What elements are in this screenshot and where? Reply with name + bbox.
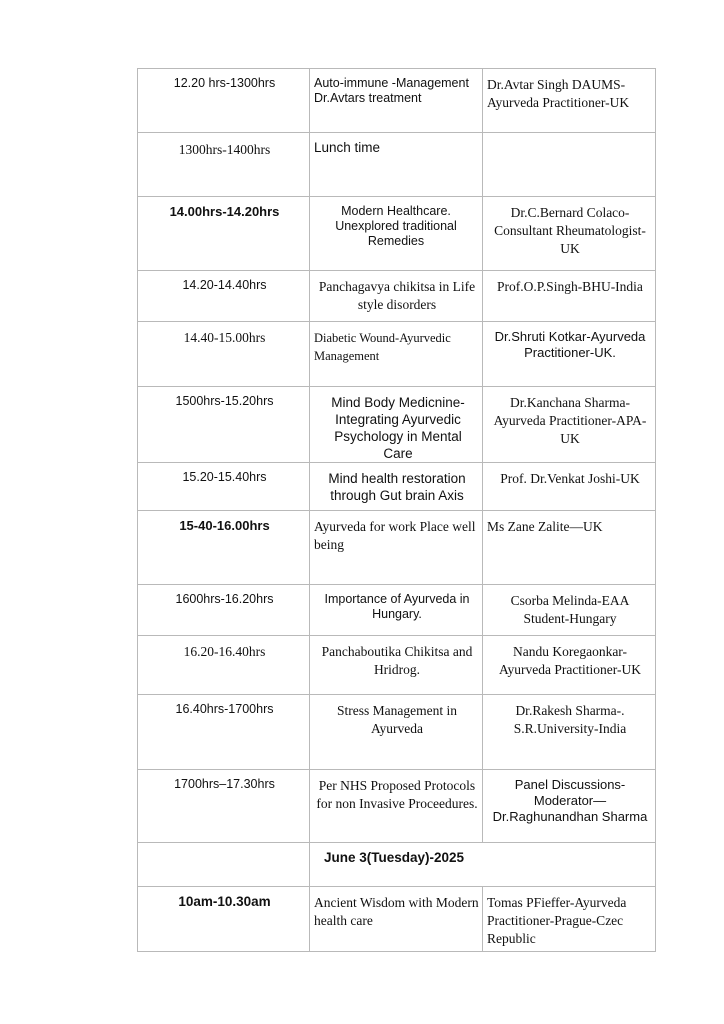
speaker-cell: Tomas PFieffer-Ayurveda Practitioner-Prague-Czec Republic [483, 887, 656, 952]
topic-cell: Lunch time [310, 133, 483, 197]
topic-cell: Mind health restoration through Gut brain Axis [310, 463, 483, 511]
speaker-cell: Prof.O.P.Singh-BHU-India [483, 271, 656, 322]
table-row [138, 887, 656, 952]
speaker-cell: Dr.Rakesh Sharma-. S.R.University-India [483, 695, 656, 770]
empty-cell [138, 843, 310, 887]
speaker-cell: Prof. Dr.Venkat Joshi-UK [483, 463, 656, 511]
speaker-cell: Csorba Melinda-EAA Student-Hungary [483, 585, 656, 636]
speaker-cell: Dr.Kanchana Sharma-Ayurveda Practitioner-APA-UK [483, 387, 656, 463]
topic-cell: Stress Management in Ayurveda [310, 695, 483, 770]
time-cell: 1300hrs-1400hrs [138, 133, 310, 197]
speaker-cell: Dr.C.Bernard Colaco-Consultant Rheumatologist-UK [483, 197, 656, 271]
time-cell: 15-40-16.00hrs [138, 511, 310, 585]
topic-text: Auto-immune -Management Dr.Avtars treatment [314, 76, 469, 105]
time-cell: 14.00hrs-14.20hrs [138, 197, 310, 271]
time-cell: 1600hrs-16.20hrs [138, 585, 310, 636]
table-row [138, 197, 656, 271]
topic-cell: Importance of Ayurveda in Hungary. [310, 585, 483, 636]
table-row [138, 585, 656, 636]
topic-cell [310, 69, 483, 133]
time-cell: 1500hrs-15.20hrs [138, 387, 310, 463]
table-row [138, 511, 656, 585]
table-row [138, 271, 656, 322]
topic-cell: Ayurveda for work Place well being [310, 511, 483, 585]
topic-cell: Modern Healthcare. Unexplored traditional Remedies [310, 197, 483, 271]
time-cell: 14.40-15.00hrs [138, 322, 310, 387]
day-heading-row [138, 843, 656, 887]
speaker-cell: Ms Zane Zalite—UK [483, 511, 656, 585]
time-cell: 14.20-14.40hrs [138, 271, 310, 322]
table-row [138, 69, 656, 133]
topic-cell: Panchagavya chikitsa in Life style disorders [310, 271, 483, 322]
topic-cell: Panchaboutika Chikitsa and Hridrog. [310, 636, 483, 695]
time-cell: 15.20-15.40hrs [138, 463, 310, 511]
schedule-table [137, 68, 656, 952]
table-row [138, 133, 656, 197]
speaker-cell: Dr.Avtar Singh DAUMS-Ayurveda Practitioner-UK [483, 69, 656, 133]
time-cell: 1700hrs–17.30hrs [138, 770, 310, 843]
time-cell: 16.40hrs-1700hrs [138, 695, 310, 770]
time-cell: 16.20-16.40hrs [138, 636, 310, 695]
speaker-cell [483, 133, 656, 197]
day-heading: June 3(Tuesday)-2025 [310, 843, 656, 887]
topic-cell: Ancient Wisdom with Modern health care [310, 887, 483, 952]
topic-cell: Per NHS Proposed Protocols for non Invasive Proceedures. [310, 770, 483, 843]
table-row [138, 636, 656, 695]
table-row [138, 695, 656, 770]
speaker-cell: Panel Discussions-Moderator—Dr.Raghunandhan Sharma [483, 770, 656, 843]
speaker-cell: Nandu Koregaonkar-Ayurveda Practitioner-UK [483, 636, 656, 695]
table-row [138, 770, 656, 843]
table-row [138, 463, 656, 511]
time-cell: 12.20 hrs-1300hrs [138, 69, 310, 133]
table-row [138, 322, 656, 387]
speaker-cell: Dr.Shruti Kotkar-Ayurveda Practitioner-UK. [483, 322, 656, 387]
time-cell: 10am-10.30am [138, 887, 310, 952]
table-row [138, 387, 656, 463]
topic-cell: Diabetic Wound-Ayurvedic Management [310, 322, 483, 387]
topic-cell: Mind Body Medicnine-Integrating Ayurvedic Psychology in Mental Care [310, 387, 483, 463]
